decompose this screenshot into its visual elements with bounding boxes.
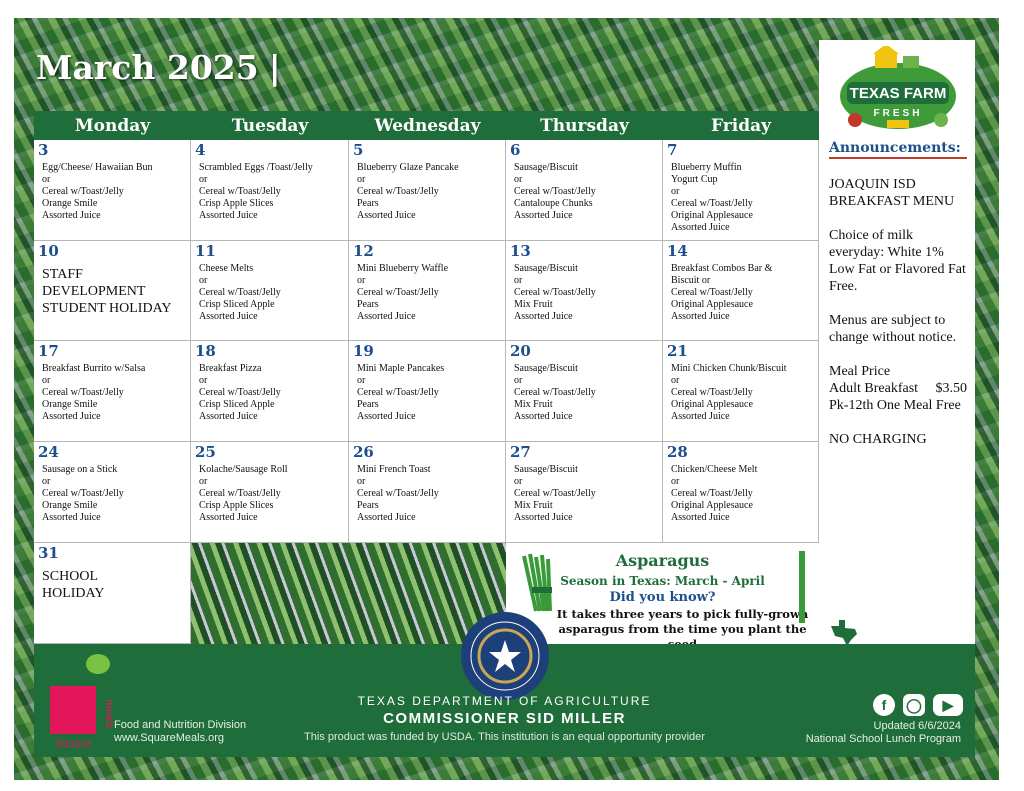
menu-item: Assorted Juice: [357, 210, 416, 221]
note-line: SCHOOL: [42, 569, 99, 584]
milk-note: Choice of milk everyday: White 1% Low Fat or Flavored Fat Free.: [829, 228, 966, 294]
day-cell: [191, 341, 349, 442]
meal-prices: [829, 363, 967, 414]
menu-item: Mix Fruit: [514, 500, 553, 511]
menu-item: Assorted Juice: [671, 222, 730, 233]
menu-item: Assorted Juice: [514, 311, 573, 322]
menu-item: Cheese Melts: [199, 263, 254, 274]
menu-item: Assorted Juice: [199, 311, 258, 322]
menu-item: Assorted Juice: [42, 411, 101, 422]
menu-item: Cereal w/Toast/Jelly: [514, 287, 596, 298]
svg-text:TEXAS FARM: TEXAS FARM: [849, 85, 947, 102]
day-number: 11: [195, 242, 216, 260]
menu-item: Assorted Juice: [357, 411, 416, 422]
svg-text:FRESH: FRESH: [873, 108, 923, 119]
menu-item: or: [357, 174, 366, 185]
menu-item: or: [514, 375, 523, 386]
feature-did-you-know: Did you know?: [609, 590, 716, 605]
tda-seal: [459, 610, 551, 702]
menu-item: Orange Smile: [42, 198, 98, 209]
day-number: 21: [667, 342, 688, 360]
day-tuesday-header: Tuesday: [191, 111, 349, 140]
menu-item: or: [199, 375, 208, 386]
menu-item: Assorted Juice: [514, 210, 573, 221]
day-cell: [663, 140, 819, 241]
menu-item: Assorted Juice: [199, 512, 258, 523]
menu-item: or: [357, 275, 366, 286]
day-cell: [663, 241, 819, 341]
menu-item: Cereal w/Toast/Jelly: [671, 387, 753, 398]
texas-icon: [829, 620, 859, 646]
day-cell: [506, 341, 663, 442]
menu-items: [671, 464, 814, 524]
menu-item: Cereal w/Toast/Jelly: [199, 186, 281, 197]
menu-item: Original Applesauce: [671, 399, 753, 410]
menu-items: [671, 363, 814, 423]
day-cell: [506, 442, 663, 543]
menu-item: or: [199, 476, 208, 487]
feature-season: Season in Texas: March - April: [560, 574, 765, 588]
menu-item: Breakfast Combos Bar &: [671, 263, 773, 274]
footer-banner: [34, 644, 975, 757]
menu-item: Cereal w/Toast/Jelly: [42, 186, 124, 197]
menu-items: [42, 162, 186, 222]
menu-item: Assorted Juice: [357, 311, 416, 322]
menu-items: [357, 162, 501, 222]
texas-farm-fresh-logo: [837, 46, 959, 132]
menu-items: [199, 263, 344, 323]
menu-item: or: [671, 186, 680, 197]
menu-item: Cereal w/Toast/Jelly: [514, 387, 596, 398]
day-number: 31: [38, 544, 59, 562]
menu-item: Orange Smile: [42, 500, 98, 511]
day-note: [42, 266, 186, 317]
menu-item: Cereal w/Toast/Jelly: [357, 186, 439, 197]
menu-items: [357, 263, 501, 323]
day-cell: [663, 442, 819, 543]
day-number: 12: [353, 242, 374, 260]
menu-item: Biscuit or: [671, 275, 711, 286]
menu-item: Original Applesauce: [671, 299, 753, 310]
day-cell: [34, 341, 191, 442]
day-note: [42, 568, 186, 602]
menu-items: [514, 464, 658, 524]
day-number: 13: [510, 242, 531, 260]
menu-item: Cereal w/Toast/Jelly: [199, 287, 281, 298]
menu-item: or: [199, 275, 208, 286]
fact-line: asparagus from the time you plant the: [558, 622, 807, 636]
adult-price-value: $3.50: [935, 381, 967, 396]
adult-price-label: Adult Breakfast: [829, 381, 919, 396]
menu-item: or: [671, 476, 680, 487]
announcements-sidebar: [819, 40, 975, 644]
menu-item: or: [199, 174, 208, 185]
title-separator: |: [268, 48, 281, 87]
division-name: Food and Nutrition Division: [114, 719, 247, 731]
day-number: 27: [510, 443, 531, 461]
menu-item: Assorted Juice: [42, 210, 101, 221]
day-number: 17: [38, 342, 59, 360]
note-line: HOLIDAY: [42, 586, 105, 601]
no-charging-note: NO CHARGING: [829, 432, 927, 447]
menu-item: or: [514, 174, 523, 185]
menu-items: [42, 464, 186, 524]
menu-item: Assorted Juice: [42, 512, 101, 523]
asparagus-spear-icon: [794, 549, 810, 625]
update-info: [806, 720, 961, 746]
menu-item: Cereal w/Toast/Jelly: [357, 488, 439, 499]
menu-items: [357, 363, 501, 423]
day-cell: [349, 140, 506, 241]
day-cell: [506, 241, 663, 341]
menu-item: Assorted Juice: [357, 512, 416, 523]
menu-item: Assorted Juice: [514, 411, 573, 422]
menu-item: Cereal w/Toast/Jelly: [671, 198, 753, 209]
month-title: March 2025: [36, 48, 259, 87]
menu-item: Orange Smile: [42, 399, 98, 410]
day-number: 14: [667, 242, 688, 260]
day-cell: [34, 140, 191, 241]
day-number: 7: [667, 141, 678, 159]
menu-items: [514, 162, 658, 222]
day-cell: [349, 241, 506, 341]
menu-item: Mini French Toast: [357, 464, 431, 475]
day-cell: [663, 341, 819, 442]
adult-price-row: [829, 380, 967, 397]
menu-item: Assorted Juice: [671, 411, 730, 422]
day-cell: [191, 442, 349, 543]
menu-item: Cereal w/Toast/Jelly: [671, 287, 753, 298]
day-cell: [34, 442, 191, 543]
menu-item: Sausage/Biscuit: [514, 363, 578, 374]
svg-text:Square: Square: [55, 738, 91, 748]
menu-items: [671, 263, 814, 323]
day-number: 28: [667, 443, 688, 461]
day-cell: [191, 140, 349, 241]
day-thursday-header: Thursday: [506, 111, 663, 140]
menu-item: Blueberry Muffin: [671, 162, 742, 173]
day-number: 20: [510, 342, 531, 360]
menu-item: Breakfast Pizza: [199, 363, 262, 374]
menu-items: [357, 464, 501, 524]
note-line: STUDENT HOLIDAY: [42, 301, 172, 316]
note-line: STAFF: [42, 267, 83, 282]
menu-calendar: [34, 111, 819, 644]
menu-items: [199, 464, 344, 524]
menu-item: Sausage/Biscuit: [514, 263, 578, 274]
menu-item: or: [357, 476, 366, 487]
student-price: Pk-12th One Meal Free: [829, 398, 961, 413]
meal-price-label: Meal Price: [829, 364, 891, 379]
day-wednesday-header: Wednesday: [349, 111, 506, 140]
day-number: 3: [38, 141, 49, 159]
day-number: 6: [510, 141, 521, 159]
menu-item: Kolache/Sausage Roll: [199, 464, 288, 475]
menu-item: Original Applesauce: [671, 500, 753, 511]
website-link[interactable]: www.SquareMeals.org: [114, 732, 225, 744]
menu-item: Crisp Sliced Apple: [199, 399, 275, 410]
day-number: 24: [38, 443, 59, 461]
menu-notice: Menus are subject to change without notice.: [829, 313, 957, 345]
menu-items: [514, 363, 658, 423]
menu-item: or: [514, 476, 523, 487]
menu-item: Assorted Juice: [199, 210, 258, 221]
social-links: [873, 694, 963, 716]
menu-item: Blueberry Glaze Pancake: [357, 162, 459, 173]
page-title: [36, 48, 281, 87]
menu-item: Assorted Juice: [671, 311, 730, 322]
menu-item: or: [514, 275, 523, 286]
commissioner-name: COMMISSIONER SID MILLER: [383, 710, 626, 727]
menu-item: Sausage/Biscuit: [514, 464, 578, 475]
menu-item: Sausage on a Stick: [42, 464, 118, 475]
menu-item: Mix Fruit: [514, 399, 553, 410]
menu-item: Yogurt Cup: [671, 174, 718, 185]
menu-item: Mini Chicken Chunk/Biscuit: [671, 363, 787, 374]
day-friday-header: Friday: [663, 111, 819, 140]
menu-items: [199, 363, 344, 423]
menu-item: Cereal w/Toast/Jelly: [357, 387, 439, 398]
day-cell: [506, 140, 663, 241]
note-line: DEVELOPMENT: [42, 284, 146, 299]
menu-item: Cereal w/Toast/Jelly: [514, 186, 596, 197]
menu-items: [671, 162, 814, 234]
menu-item: Egg/Cheese/ Hawaiian Bun: [42, 162, 153, 173]
youtube-icon[interactable]: ▶: [933, 694, 963, 716]
menu-item: or: [42, 375, 51, 386]
menu-item: Cereal w/Toast/Jelly: [42, 387, 124, 398]
menu-item: Chicken/Cheese Melt: [671, 464, 758, 475]
agency-name: TEXAS DEPARTMENT OF AGRICULTURE: [357, 694, 652, 708]
day-cell: [349, 442, 506, 543]
facebook-icon[interactable]: f: [873, 694, 895, 716]
day-number: 4: [195, 141, 206, 159]
day-monday-header: Monday: [34, 111, 191, 140]
menu-item: or: [357, 375, 366, 386]
day-number: 10: [38, 242, 59, 260]
announcements-title: Announcements:: [829, 140, 967, 159]
menu-item: Cereal w/Toast/Jelly: [671, 488, 753, 499]
menu-item: Mix Fruit: [514, 299, 553, 310]
menu-item: or: [42, 476, 51, 487]
menu-item: Cereal w/Toast/Jelly: [199, 387, 281, 398]
feature-title: Asparagus: [615, 551, 710, 570]
menu-item: Cantaloupe Chunks: [514, 198, 593, 209]
menu-items: [514, 263, 658, 323]
menu-item: Crisp Apple Slices: [199, 198, 274, 209]
day-number: 25: [195, 443, 216, 461]
menu-item: Pears: [357, 198, 379, 209]
usda-disclaimer: This product was funded by USDA. This institution is an equal opportunity provider: [304, 731, 705, 743]
day-number: 26: [353, 443, 374, 461]
district-name: [829, 176, 967, 210]
menu-item: Pears: [357, 500, 379, 511]
updated-date: Updated 6/6/2024: [873, 720, 961, 732]
menu-item: Cereal w/Toast/Jelly: [42, 488, 124, 499]
menu-item: Breakfast Burrito w/Salsa: [42, 363, 146, 374]
menu-item: Assorted Juice: [671, 512, 730, 523]
day-cell: [349, 341, 506, 442]
program-name: National School Lunch Program: [805, 733, 961, 745]
menu-item: or: [42, 174, 51, 185]
menu-item: Sausage/Biscuit: [514, 162, 578, 173]
menu-item: Assorted Juice: [199, 411, 258, 422]
instagram-icon[interactable]: ◯: [903, 694, 925, 716]
menu-item: Crisp Sliced Apple: [199, 299, 275, 310]
menu-items: [42, 363, 186, 423]
menu-item: Pears: [357, 399, 379, 410]
day-number: 5: [353, 141, 364, 159]
menu-item: Cereal w/Toast/Jelly: [199, 488, 281, 499]
menu-item: Cereal w/Toast/Jelly: [514, 488, 596, 499]
district-line: JOAQUIN ISD: [829, 177, 916, 192]
menu-item: Mini Blueberry Waffle: [357, 263, 449, 274]
menu-item: Mini Maple Pancakes: [357, 363, 445, 374]
asparagus-feature: [506, 543, 819, 644]
menu-item: Crisp Apple Slices: [199, 500, 274, 511]
menu-item: or: [671, 375, 680, 386]
menu-item: Assorted Juice: [514, 512, 573, 523]
day-number: 18: [195, 342, 216, 360]
menu-item: Original Applesauce: [671, 210, 753, 221]
day-cell: [34, 241, 191, 341]
menu-item: Pears: [357, 299, 379, 310]
svg-text:meals: meals: [103, 699, 115, 729]
menu-item: Scrambled Eggs /Toast/Jelly: [199, 162, 313, 173]
day-cell: [34, 543, 191, 644]
menu-items: [199, 162, 344, 222]
fact-line: It takes three years to pick fully-grown: [556, 607, 809, 621]
day-cell: [191, 241, 349, 341]
menu-type-line: BREAKFAST MENU: [829, 194, 955, 209]
menu-item: Cereal w/Toast/Jelly: [357, 287, 439, 298]
day-number: 19: [353, 342, 374, 360]
